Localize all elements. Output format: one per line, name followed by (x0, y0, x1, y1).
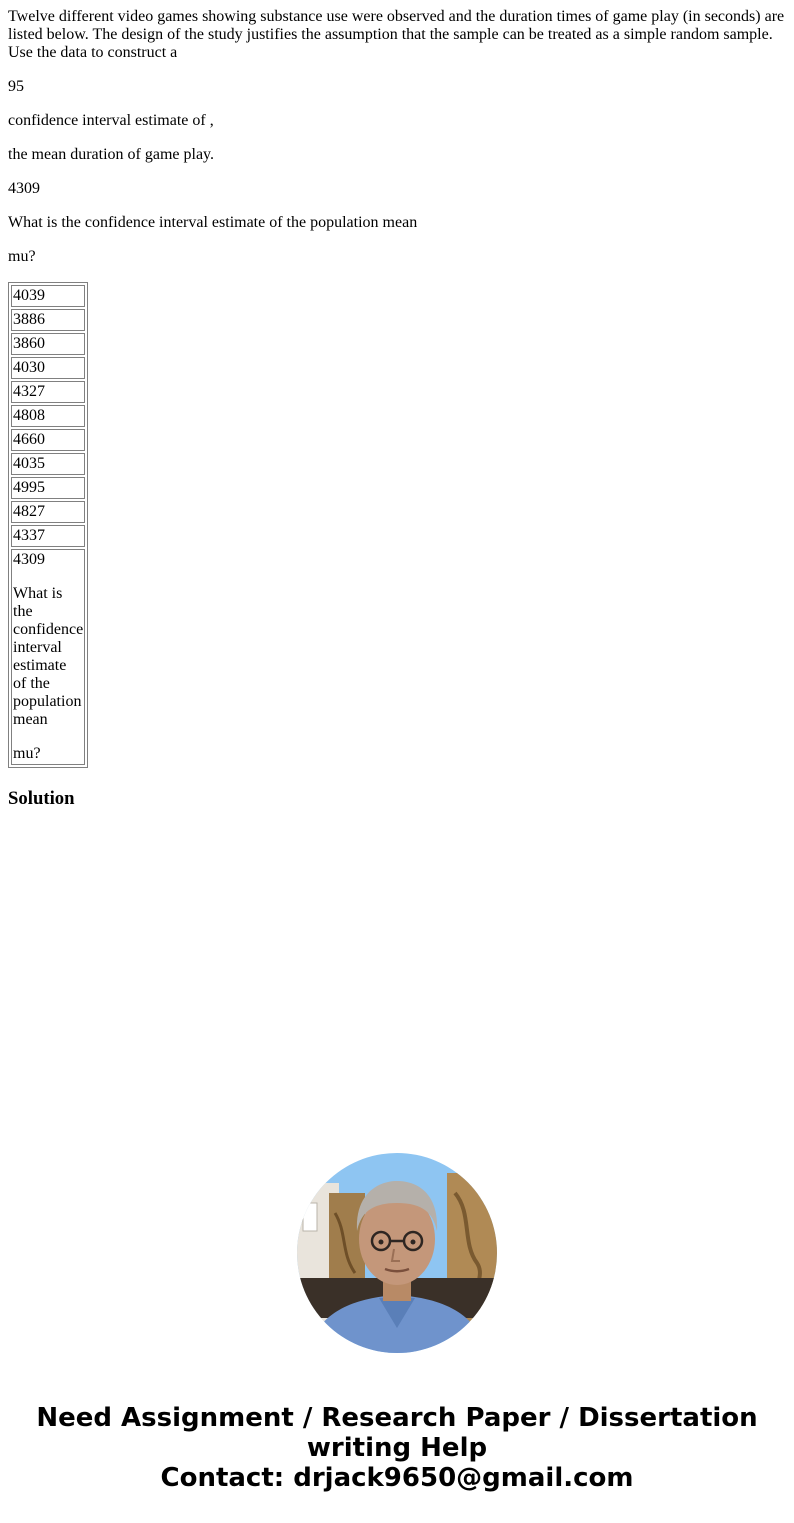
tutor-avatar (297, 1153, 497, 1353)
promo-line-1: Need Assignment / Research Paper / Dissertation (36, 1403, 758, 1433)
question-content (8, 8, 786, 810)
table-row (11, 309, 85, 331)
table-cell: 4827 (11, 501, 85, 523)
question-prompt: What is the confidence interval estimate of the population mean (8, 214, 418, 231)
promo-contact: Contact: drjack9650@gmail.com (160, 1463, 634, 1493)
table-cell: 4030 (11, 357, 85, 379)
last-cell-value: 4309 (13, 551, 45, 568)
question-intro: Twelve different video games showing substance use were observed and the duration times of game play (in seconds) are listed below. The design of the study justifies the assumption that the sample can be treated as a simple random sample. Use the data to construct a (8, 8, 785, 61)
table-cell: 4660 (11, 429, 85, 451)
table-cell: 4995 (11, 477, 85, 499)
promo-line-2: writing Help (306, 1433, 488, 1463)
table-row (11, 429, 85, 451)
table-row (11, 357, 85, 379)
solution-heading: Solution (8, 788, 75, 809)
table-row (11, 405, 85, 427)
table-row (11, 501, 85, 523)
table-cell: 4035 (11, 453, 85, 475)
table-cell-last (11, 549, 85, 765)
table-row (11, 381, 85, 403)
table-cell: 4039 (11, 285, 85, 307)
table-row (11, 285, 85, 307)
table-row (11, 477, 85, 499)
table-row (11, 453, 85, 475)
table-row (11, 525, 85, 547)
estimate-line: confidence interval estimate of , (8, 112, 214, 129)
duration-table (8, 282, 88, 768)
parameter-line: the mean duration of game play. (8, 146, 214, 163)
tutor-portrait-icon (297, 1153, 497, 1353)
table-cell: 4337 (11, 525, 85, 547)
table-row (11, 549, 85, 765)
table-row (11, 333, 85, 355)
last-cell-prompt: What is the confidence interval estimate of the population mean (13, 585, 84, 728)
table-cell: 3886 (11, 309, 85, 331)
promo-banner (0, 1403, 794, 1493)
confidence-level: 95 (8, 78, 24, 95)
table-cell: 4327 (11, 381, 85, 403)
last-cell-symbol: mu? (13, 745, 41, 762)
symbol-line: mu? (8, 248, 36, 265)
stray-value: 4309 (8, 180, 40, 197)
table-cell: 4808 (11, 405, 85, 427)
table-cell: 3860 (11, 333, 85, 355)
